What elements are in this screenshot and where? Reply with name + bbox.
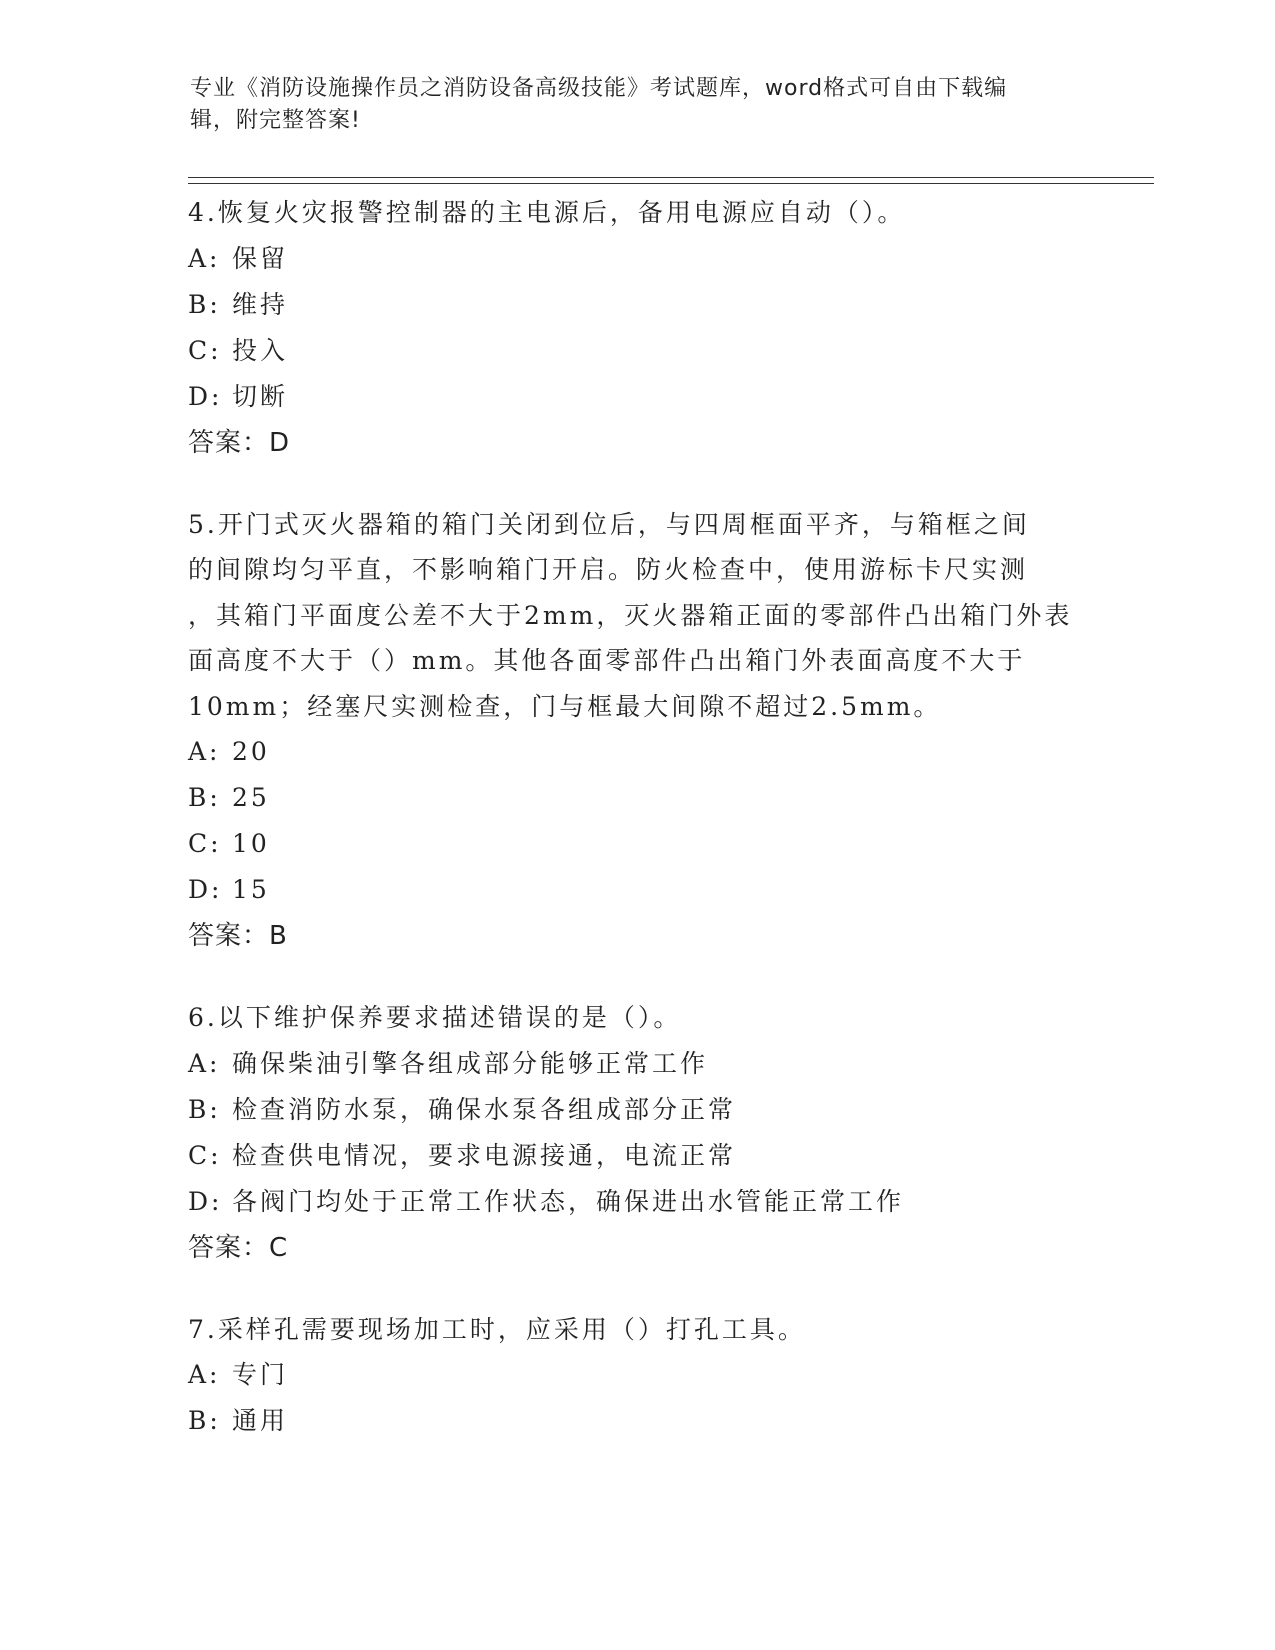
option-text: 保留 [232,243,289,273]
option-letter: C: [188,335,222,365]
question-stem-line: 5.开门式灭火器箱的箱门关闭到位后，与四周框面平齐，与箱框之间 [188,509,1030,539]
option-letter: A: [188,243,221,273]
question-stem: 7.采样孔需要现场加工时，应采用（）打孔工具。 [188,1314,806,1344]
option-d [188,867,1088,913]
header-line-2: 辑，附完整答案! [190,108,361,133]
option-a [188,1041,1088,1087]
option-d [188,374,1088,420]
question-stem: 6.以下维护保养要求描述错误的是（）。 [188,1003,682,1032]
question-stem-line: ，其箱门平面度公差不大于2mm，灭火器箱正面的零部件凸出箱门外表 [188,600,1073,630]
question-6 [188,995,1088,1271]
option-text: 维持 [232,289,289,319]
option-letter: D: [188,875,223,904]
option-text: 专门 [232,1360,289,1389]
option-text: 各阀门均处于正常工作状态，确保进出水管能正常工作 [232,1186,905,1216]
option-letter: D: [188,1186,223,1216]
option-letter: A: [188,1360,221,1389]
question-7 [188,1307,1088,1445]
option-c [188,821,1088,867]
option-c [188,1133,1088,1179]
option-b [188,1398,1088,1444]
option-a [188,1352,1088,1398]
option-letter: C: [188,1140,222,1170]
option-text: 切断 [232,381,289,411]
option-text: 确保柴油引擎各组成部分能够正常工作 [232,1048,709,1078]
option-text: 25 [232,783,270,812]
option-b [188,1087,1088,1133]
option-text: 20 [232,737,270,766]
option-text: 检查消防水泵，确保水泵各组成部分正常 [232,1094,737,1124]
header-line-1: 专业《消防设施操作员之消防设备高级技能》考试题库，word格式可自由下载编 [190,76,1008,101]
option-letter: B: [188,1406,221,1435]
option-text: 15 [232,875,270,904]
option-letter: A: [188,737,221,766]
question-stem: 4.恢复火灾报警控制器的主电源后，备用电源应自动（）。 [188,198,906,227]
question-5 [188,502,1088,960]
option-d [188,1179,1088,1225]
document-header [190,73,1090,137]
question-4 [188,190,1088,466]
option-text: 通用 [232,1406,289,1435]
question-stem-line: 10mm；经塞尺实测检查，门与框最大间隙不超过2.5mm。 [188,691,942,721]
option-letter: B: [188,289,221,319]
option-a [188,236,1088,282]
question-stem-line: 面高度不大于（）mm。其他各面零部件凸出箱门外表面高度不大于 [188,646,1026,675]
option-letter: D: [188,381,223,411]
option-text: 投入 [232,335,289,365]
question-stem-line: 的间隙均匀平直，不影响箱门开启。防火检查中，使用游标卡尺实测 [188,555,1029,584]
header-divider-top [188,177,1154,178]
answer: 答案：C [188,1232,289,1263]
option-b [188,775,1088,821]
option-letter: C: [188,829,222,858]
option-c [188,328,1088,374]
option-letter: B: [188,1094,221,1124]
header-divider-bottom [188,183,1154,184]
option-b [188,282,1088,328]
answer: 答案：D [188,427,291,458]
answer: 答案：B [188,921,288,951]
option-text: 检查供电情况，要求电源接通，电流正常 [232,1140,737,1170]
option-letter: B: [188,783,221,812]
option-text: 10 [232,829,270,858]
option-letter: A: [188,1048,221,1078]
question-list [188,190,1088,1480]
option-a [188,729,1088,775]
